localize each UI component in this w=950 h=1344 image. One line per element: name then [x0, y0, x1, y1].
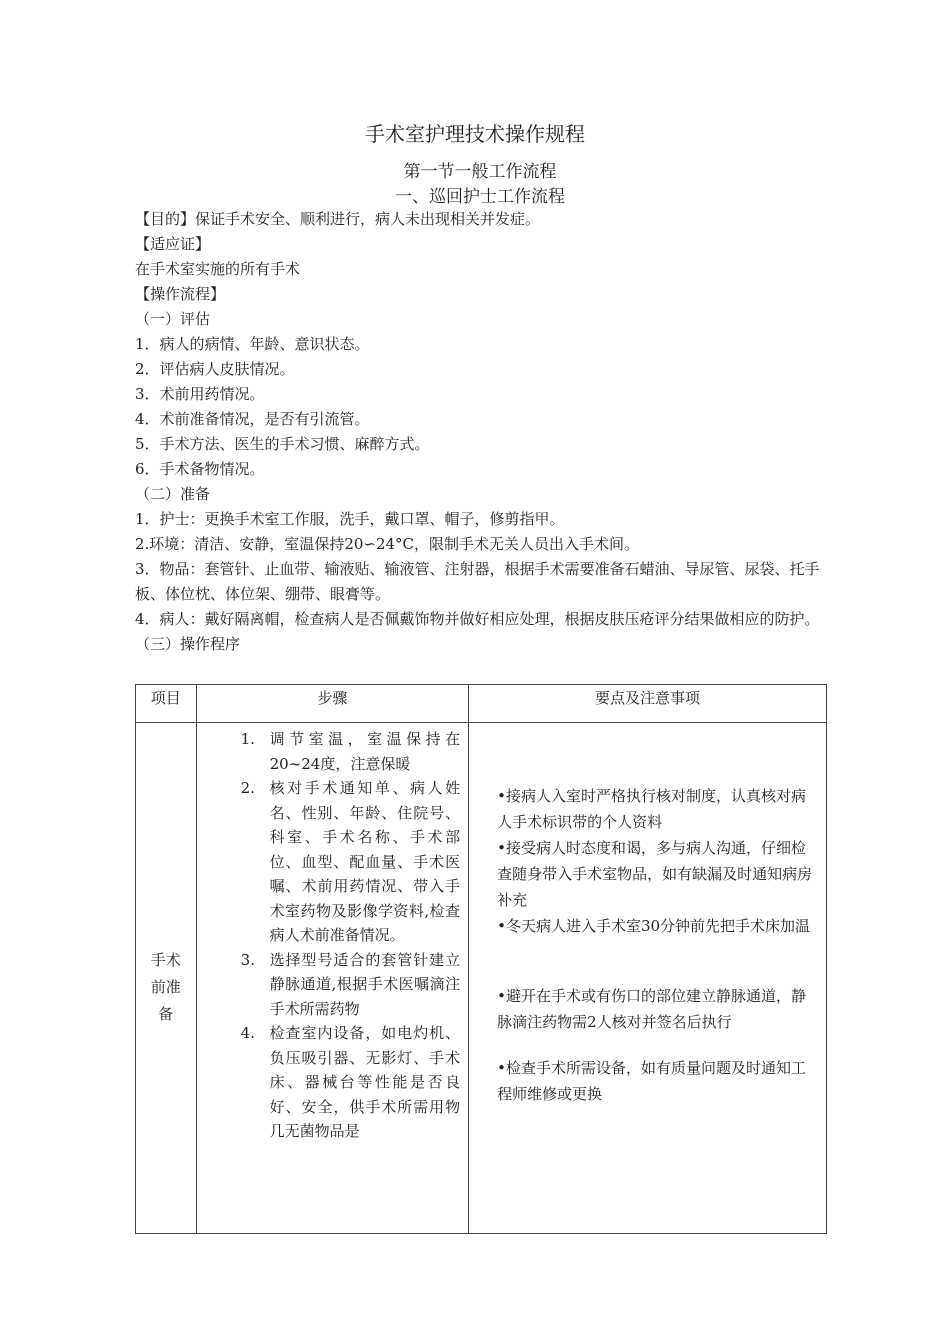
- procedure-table: [135, 684, 827, 1234]
- step-text: 核对手术通知单、病人姓名、性别、年龄、住院号、科室、手术名称、手术部位、血型、配血量、手术医嘱、术前用药情况、带入手术室药物及影像学资料,检查病人术前准备情况。: [269, 779, 461, 944]
- note-item: •检查手术所需设备，如有质量问题及时通知工程师维修或更换: [497, 1059, 806, 1103]
- prep-item: 3．物品：套管针、止血带、输液贴、输液管、注射器，根据手术需要准备石蜡油、导尿管、尿袋、托手板、体位枕、体位架、绷带、眼膏等。: [135, 560, 820, 603]
- ops-heading: （三）操作程序: [135, 635, 241, 653]
- assess-item: 5．手术方法、医生的手术习惯、麻醉方式。: [135, 435, 430, 453]
- prep-item: 4．病人：戴好隔离帽，检查病人是否佩戴饰物并做好相应处理，根据皮肤压疮评分结果做相应的防护。: [135, 610, 820, 628]
- prep-item: 2.环境：清洁、安静，室温保持20∽24°C，限制手术无关人员出入手术间。: [135, 535, 640, 553]
- assess-item: 4．术前准备情况，是否有引流管。: [135, 410, 370, 428]
- indication-text: 在手术室实施的所有手术: [135, 260, 301, 278]
- header-item: 项目: [136, 685, 197, 723]
- step-text: 选择型号适合的套管针建立静脉通道,根据手术医嘱滴注手术所需药物: [269, 950, 461, 1018]
- step-text: 调节室温，室温保持在20~24度，注意保暖: [269, 730, 461, 773]
- header-steps: 步骤: [196, 685, 469, 723]
- purpose-line: 【目的】保证手术安全、顺利进行，病人未出现相关并发症。: [135, 210, 541, 228]
- step-item: [197, 727, 461, 776]
- step-number: 3.: [240, 950, 255, 969]
- assess-item: 6．手术备物情况。: [135, 460, 265, 478]
- assess-item: 2．评估病人皮肤情况。: [135, 360, 295, 378]
- step-item: [197, 1021, 461, 1144]
- assess-heading: （一）评估: [135, 310, 211, 328]
- prep-heading: （二）准备: [135, 485, 211, 503]
- note-item: •避开在手术或有伤口的部位建立静脉通道，静脉滴注药物需2人核对并签名后执行: [497, 987, 806, 1031]
- category-label: 手术前准备: [150, 951, 181, 1023]
- indication-heading: 【适应证】: [135, 235, 211, 253]
- note-item: •冬天病人进入手术室30分钟前先把手术床加温: [497, 917, 811, 935]
- assess-item: 3．术前用药情况。: [135, 385, 265, 403]
- subsection-heading: 一、巡回护士工作流程: [395, 187, 565, 207]
- table-row: [136, 723, 827, 1234]
- step-item: [197, 948, 461, 1022]
- procedure-heading: 【操作流程】: [135, 285, 226, 303]
- step-item: [197, 776, 461, 948]
- step-number: 1.: [240, 730, 255, 748]
- step-number: 2.: [240, 779, 255, 797]
- notes-cell: [469, 723, 827, 1234]
- step-text: 检查室内设备，如电灼机、负压吸引器、无影灯、手术床、器械台等性能是否良好、安全，供手术所需用物几无菌物品是: [269, 1024, 461, 1140]
- header-notes: 要点及注意事项: [469, 685, 827, 723]
- section-heading: 第一节一般工作流程: [403, 162, 557, 182]
- assess-item: 1．病人的病情、年龄、意识状态。: [135, 335, 370, 353]
- steps-list: [197, 727, 461, 1144]
- prep-item: 1．护士：更换手术室工作服，洗手，戴口罩、帽子，修剪指甲。: [135, 510, 565, 528]
- steps-cell: [196, 723, 469, 1234]
- note-item: •接受病人时态度和谒，多与病人沟通，仔细检查随身带入手术室物品，如有缺漏及时通知病房补充: [497, 839, 813, 909]
- table-header-row: [136, 685, 827, 723]
- body-text: [135, 207, 827, 657]
- category-cell: [136, 723, 197, 1234]
- note-item: •接病人入室时严格执行核对制度，认真核对病人手术标识带的个人资料: [497, 787, 806, 831]
- step-number: 4.: [240, 1024, 255, 1042]
- document-title: 手术室护理技术操作规程: [365, 122, 585, 146]
